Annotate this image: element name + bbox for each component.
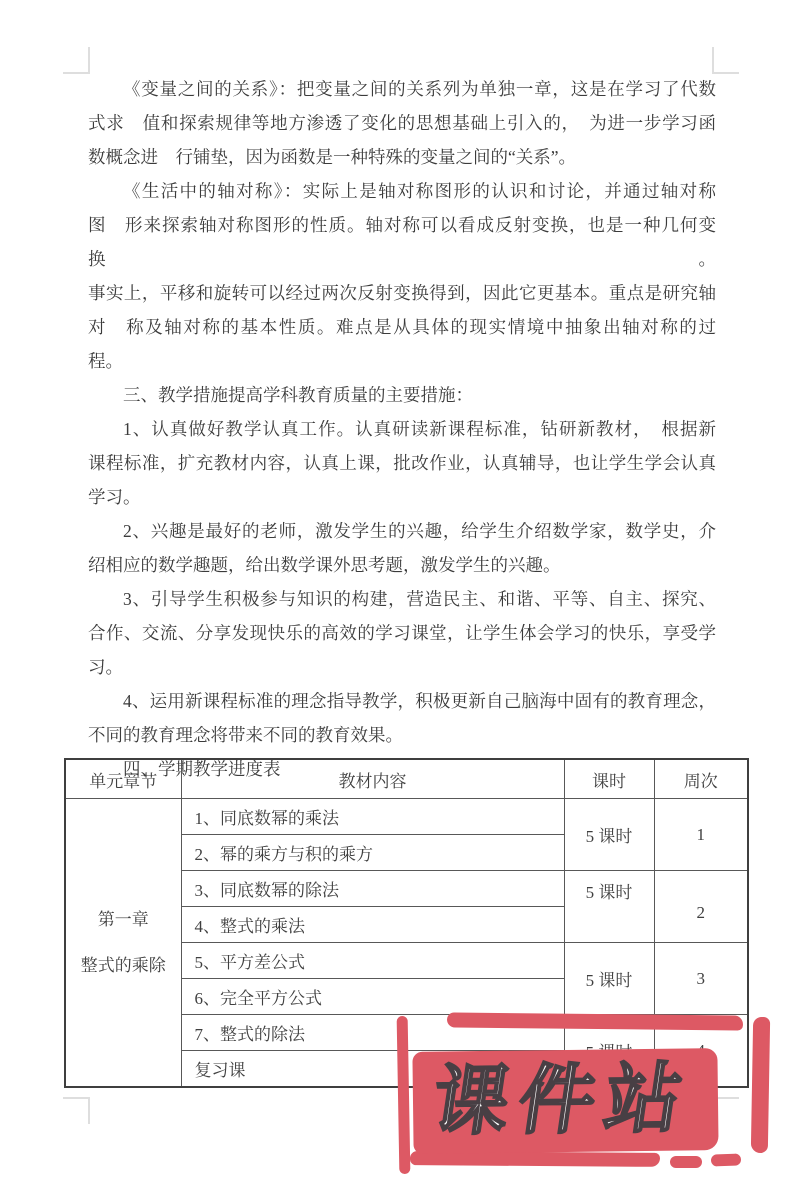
stamp-border-stroke	[670, 1156, 702, 1168]
hours-cell: 5 课时	[564, 871, 654, 943]
text-line: 程。	[88, 351, 123, 371]
header-week: 周次	[654, 759, 748, 799]
heading-teaching-measures	[88, 378, 716, 412]
stamp-block	[412, 1048, 718, 1154]
section-heading: 三、教学措施提高学科教育质量的主要措施：	[123, 385, 473, 405]
text-boundary-mark-bottom-left	[63, 1097, 90, 1124]
chapter-line: 第一章	[97, 909, 149, 929]
hours-cell: 5 课时	[564, 943, 654, 1015]
text-line: 习。	[88, 657, 123, 677]
text-line: 课程标准，扩充教材内容，认真上课，批改作业，认真辅导，也让学生学会认真	[88, 453, 716, 473]
document-body	[88, 72, 716, 786]
paragraph-measure-3	[88, 582, 716, 684]
text-line: 4、运用新课程标准的理念指导教学，积极更新自己脑海中固有的教育理念，	[123, 691, 716, 711]
text-line: 图 形来探索轴对称图形的性质。轴对称可以看成反射变换，也是一种几何变换。	[88, 215, 716, 269]
watermark-text: 课件站	[426, 1056, 697, 1145]
text-line: 事实上，平移和旋转可以经过两次反射变换得到，因此它更基本。重点是研究轴	[88, 283, 716, 303]
text-line: 《生活中的轴对称》：实际上是轴对称图形的认识和讨论，并通过轴对称	[123, 181, 716, 201]
header-material-content: 教材内容	[181, 759, 564, 799]
text-line: 《变量之间的关系》：把变量之间的关系列为单独一章，这是在学习了代数	[123, 79, 716, 99]
table-row	[65, 799, 748, 835]
text-line: 2、兴趣是最好的老师，激发学生的兴趣，给学生介绍数学家，数学史，介	[123, 521, 716, 541]
week-cell: 2	[654, 871, 748, 943]
paragraph-measure-1	[88, 412, 716, 514]
lesson-cell: 3、同底数幂的除法	[181, 871, 564, 907]
stamp-border-stroke	[751, 1017, 770, 1153]
text-line: 3、引导学生积极参与知识的构建，营造民主、和谐、平等、自主、探究、	[123, 589, 716, 609]
chapter-cell	[65, 799, 181, 1088]
lesson-cell: 复习课	[181, 1051, 564, 1088]
stamp-border-stroke	[410, 1151, 660, 1167]
text-boundary-mark-top-left	[63, 47, 90, 74]
header-unit-chapter: 单元章节	[65, 759, 181, 799]
text-line: 学习。	[88, 487, 141, 507]
lesson-cell: 5、平方差公式	[181, 943, 564, 979]
lesson-cell: 4、整式的乘法	[181, 907, 564, 943]
lesson-cell: 1、同底数幂的乘法	[181, 799, 564, 835]
watermark-stamp	[393, 1008, 778, 1178]
lesson-cell: 7、整式的除法	[181, 1015, 564, 1051]
section-heading: 四、学期教学进度表	[123, 759, 281, 779]
week-cell: 3	[654, 943, 748, 1015]
text-line: 绍相应的数学趣题，给出数学课外思考题，激发学生的兴趣。	[88, 555, 561, 575]
chapter-line: 整式的乘除	[80, 955, 166, 975]
stamp-border-stroke	[397, 1016, 411, 1174]
text-line: 式求 值和探索规律等地方渗透了变化的思想基础上引入的， 为进一步学习函	[88, 113, 716, 133]
text-line: 对 称及轴对称的基本性质。难点是从具体的现实情境中抽象出轴对称的过	[88, 317, 716, 337]
stamp-border-stroke	[711, 1153, 741, 1166]
paragraph-measure-4	[88, 684, 716, 752]
text-line: 不同的教育理念将带来不同的教育效果。	[88, 725, 403, 745]
text-line: 数概念进 行铺垫，因为函数是一种特殊的变量之间的“关系”。	[88, 147, 577, 167]
hours-cell: 5 课时	[564, 799, 654, 871]
paragraph-axial-symmetry	[88, 174, 716, 378]
paragraph-variable-relations	[88, 72, 716, 174]
week-cell: 1	[654, 799, 748, 871]
lesson-cell: 6、完全平方公式	[181, 979, 564, 1015]
text-line: 合作、交流、分享发现快乐的高效的学习课堂，让学生体会学习的快乐，享受学	[88, 623, 716, 643]
text-line: 1、认真做好教学认真工作。认真研读新课程标准，钻研新教材， 根据新	[123, 419, 716, 439]
header-class-hours: 课时	[564, 759, 654, 799]
table-header-row	[65, 759, 748, 799]
paragraph-measure-2	[88, 514, 716, 582]
stamp-border-stroke	[447, 1012, 743, 1030]
lesson-cell: 2、幂的乘方与积的乘方	[181, 835, 564, 871]
text-boundary-mark-top-right	[712, 47, 739, 74]
